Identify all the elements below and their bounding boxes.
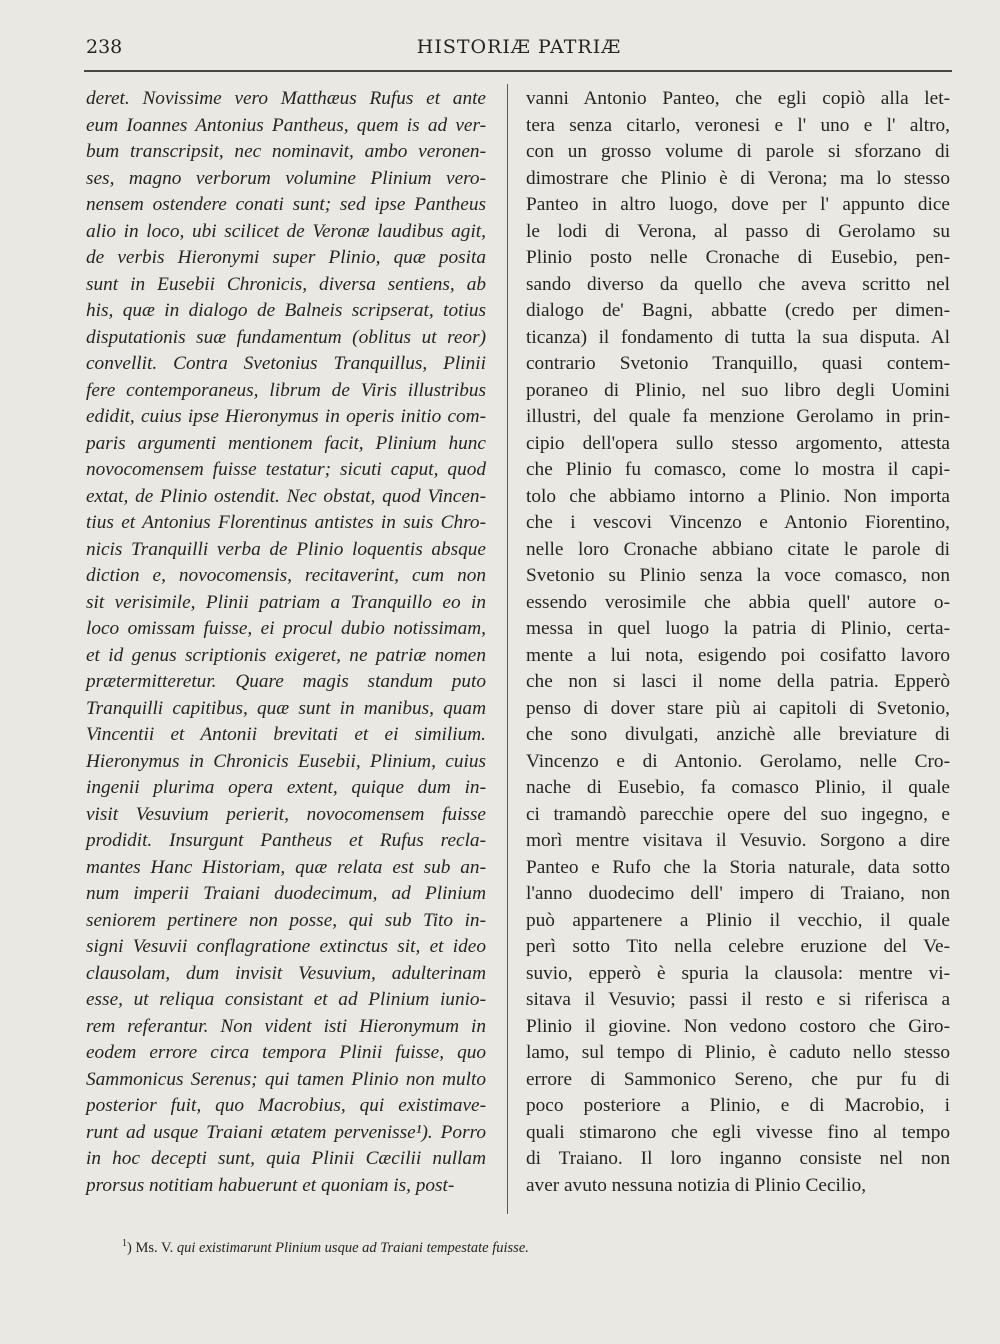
latin-text-line: eum Ioannes Antonius Pantheus, quem is ad ver- bbox=[86, 114, 486, 136]
italian-text-line: suvio, epperò è spuria la clausola: mentre vi- bbox=[526, 962, 950, 984]
italian-text-line: contrario Svetonio Tranquillo, quasi contem- bbox=[526, 353, 950, 374]
italian-text-line: con un grosso volume di parole si sforzano di bbox=[526, 141, 950, 162]
latin-text-line: deret. Novissime vero Matthæus Rufus et ante bbox=[86, 88, 486, 109]
page-header bbox=[86, 36, 952, 64]
latin-text-line: signi Vesuvii conflagratione extinctus sit, et ideo bbox=[86, 936, 486, 957]
italian-text-line: può appartenere a Plinio il vecchio, il quale bbox=[526, 909, 950, 931]
latin-text-line: disputationis suæ fundamentum (oblitus ut reor) bbox=[86, 326, 486, 348]
latin-text-line: eodem errore circa tempora Plinii fuisse, quo bbox=[86, 1042, 486, 1063]
italian-text-line: lamo, sul tempo di Plinio, è caduto nello stesso bbox=[526, 1042, 950, 1063]
footnote-marker: 1 bbox=[122, 1238, 127, 1249]
italian-text-line: che sono divulgati, anzichè alle breviature di bbox=[526, 724, 950, 745]
italian-text-line: mente a lui nota, esigendo poi cosifatto lavoro bbox=[526, 644, 950, 666]
column-divider bbox=[507, 84, 508, 1214]
latin-text-line: seniorem pertinere non posse, qui sub Tito in- bbox=[86, 909, 486, 931]
italian-text-line: aver avuto nessuna notizia di Plinio Cecilio, bbox=[526, 1174, 867, 1196]
latin-text-line: in hoc decepti sunt, quia Plinii Cæcilii nullam bbox=[86, 1148, 486, 1169]
italian-text-line: Panteo in altro luogo, dove per l' appunto dice bbox=[526, 194, 950, 215]
footnote: $^1$) Ms. V. qui existimarunt Plinium usque ad Traiani tempestate fuisse. bbox=[122, 1238, 529, 1256]
latin-text-line: paris argumenti mentionem facit, Plinium hunc bbox=[86, 432, 486, 454]
italian-text-line: errore di Sammonico Sereno, che pur fu di bbox=[526, 1068, 950, 1090]
latin-text-line: prodidit. Insurgunt Pantheus et Rufus recla- bbox=[86, 830, 486, 851]
latin-text-line: loco omissam fuisse, ei procul dubio notissimam, bbox=[86, 618, 486, 639]
header-rule bbox=[84, 70, 952, 72]
italian-text-line: tolo che abbiamo intorno a Plinio. Non importa bbox=[526, 485, 950, 507]
latin-text-line: posterior fuit, quo Macrobius, qui existimave- bbox=[86, 1095, 486, 1116]
latin-text-line: novocomensem fuisse testatur; sicuti caput, quod bbox=[86, 459, 486, 480]
latin-text-line: fere contemporaneus, librum de Viris illustribus bbox=[86, 379, 486, 401]
latin-text-line: Hieronymus in Chronicis Eusebii, Plinium, cuius bbox=[86, 750, 486, 772]
italian-text-line: morì mentre visitava il Vesuvio. Sorgono a dire bbox=[526, 830, 950, 851]
latin-text-line: rem referantur. Non vident isti Hieronymum in bbox=[86, 1015, 486, 1037]
latin-text-line: visit Vesuvium perierit, novocomensem fuisse bbox=[86, 803, 486, 825]
latin-text-line: nensem ostendere conati sunt; sed ipse Pantheus bbox=[86, 194, 486, 215]
footnote-text: qui existimarunt Plinium usque ad Traiani tempestate fuisse. bbox=[176, 1239, 529, 1256]
latin-text-line: mantes Hanc Historiam, quæ relata est sub an- bbox=[86, 856, 486, 878]
italian-text-line: nelle loro Cronache abbiano citate le parole di bbox=[526, 538, 950, 560]
italian-text-line: tera senza citarlo, veronesi e l' uno e l' altro, bbox=[526, 114, 950, 136]
italian-text-line: penso di dover stare più ai capitoli di Svetonio, bbox=[526, 697, 950, 719]
latin-text-line: esse, ut reliqua consistant et ad Plinium iunio- bbox=[86, 989, 486, 1010]
italian-text-line: dimostrare che Plinio è di Verona; ma lo stesso bbox=[526, 167, 950, 189]
latin-text-line: clausolam, dum invisit Vesuvium, adulterinam bbox=[86, 962, 486, 984]
latin-text-column bbox=[86, 86, 486, 1199]
latin-text-line: Vincentii et Antonii brevitati et ei similium. bbox=[86, 724, 486, 745]
latin-text-line: tius et Antonius Florentinus antistes in suis Chro- bbox=[86, 512, 486, 533]
latin-text-line: nicis Tranquilli verba de Plinio loquentis absque bbox=[86, 538, 486, 560]
latin-text-line: sunt in Eusebii Chronicis, diversa sentiens, ab bbox=[86, 273, 486, 295]
italian-text-line: Plinio posto nelle Cronache di Eusebio, pen- bbox=[526, 247, 950, 268]
italian-text-column bbox=[526, 86, 950, 1199]
italian-text-line: poco posteriore a Plinio, e di Macrobio, i bbox=[526, 1095, 950, 1116]
italian-text-line: sitava il Vesuvio; passi il resto e si riferisca a bbox=[526, 989, 950, 1010]
latin-text-line: runt ad usque Traiani ætatem pervenisse¹). Porro bbox=[86, 1121, 486, 1143]
latin-text-line: bum transcripsit, nec nominavit, ambo veronen- bbox=[86, 141, 486, 162]
italian-text-line: nache di Eusebio, fa comasco Plinio, il quale bbox=[526, 777, 950, 798]
latin-text-line: prætermitteretur. Quare magis standum puto bbox=[86, 671, 486, 692]
italian-text-line: le lodi di Verona, al passo di Gerolamo su bbox=[526, 220, 950, 242]
italian-text-line: quali stimarono che egli vivesse fino al tempo bbox=[526, 1121, 950, 1143]
italian-text-line: cipio dell'opera sullo stesso argomento, attesta bbox=[526, 432, 950, 454]
italian-text-line: illustri, del quale fa menzione Gerolamo in prin- bbox=[526, 406, 950, 427]
italian-text-line: Svetonio su Plinio senza la voce comasco, non bbox=[526, 565, 950, 586]
italian-text-line: l'anno duodecimo dell' impero di Traiano, non bbox=[526, 883, 950, 904]
italian-text-line: Plinio il giovine. Non vedono costoro che Giro- bbox=[526, 1015, 950, 1037]
latin-text-line: edidit, cuius ipse Hieronymus in operis initio com- bbox=[86, 406, 486, 427]
italian-text-line: perì sotto Tito nella celebre eruzione del Ve- bbox=[526, 936, 950, 957]
italian-text-line: essendo verosimile che abbia quell' autore o- bbox=[526, 591, 950, 613]
latin-text-line: diction e, novocomensis, recitaverint, cum non bbox=[86, 565, 486, 586]
italian-text-line: di Traiano. Il loro inganno consiste nel non bbox=[526, 1148, 950, 1169]
latin-text-line: his, quæ in dialogo de Balneis scripserat, totius bbox=[86, 300, 486, 321]
latin-text-line: prorsus notitiam habuerunt et quoniam is, post- bbox=[86, 1174, 455, 1196]
latin-text-line: sit verisimile, Plinii patriam a Tranquillo eo in bbox=[86, 591, 486, 613]
footnote-source: Ms. V. bbox=[135, 1239, 174, 1256]
latin-text-line: num imperii Traiani duodecimum, ad Plinium bbox=[86, 883, 486, 904]
italian-text-line: sando diverso da quello che aveva scritto nel bbox=[526, 273, 950, 295]
latin-text-line: convellit. Contra Svetonius Tranquillus, Plinii bbox=[86, 353, 486, 374]
italian-text-line: vanni Antonio Panteo, che egli copiò alla let- bbox=[526, 88, 950, 109]
latin-text-line: Sammonicus Serenus; qui tamen Plinio non multo bbox=[86, 1068, 486, 1090]
latin-text-line: ses, magno verborum volumine Plinium vero- bbox=[86, 167, 486, 189]
italian-text-line: messa in quel luogo la patria di Plinio, certa- bbox=[526, 618, 950, 639]
latin-text-line: de verbis Hieronymi super Plinio, quæ posita bbox=[86, 247, 486, 268]
italian-text-line: ci tramandò parecchie opere del suo ingegno, e bbox=[526, 803, 950, 825]
italian-text-line: Panteo e Rufo che la Storia naturale, data sotto bbox=[526, 856, 950, 878]
italian-text-line: dialogo de' Bagni, abbatte (credo per dimen- bbox=[526, 300, 950, 321]
italian-text-line: che i vescovi Vincenzo e Antonio Fiorentino, bbox=[526, 512, 950, 533]
latin-text-line: alio in loco, ubi scilicet de Veronæ laudibus agit, bbox=[86, 220, 486, 242]
latin-text-line: ingenii plurima opera extent, quique dum in- bbox=[86, 777, 486, 798]
latin-text-line: Tranquilli capitibus, quæ sunt in manibus, quam bbox=[86, 697, 486, 719]
running-title: HISTORIÆ PATRIÆ bbox=[416, 36, 622, 58]
italian-text-line: ticanza) il fondamento di tutta la sua disputa. Al bbox=[526, 326, 950, 348]
latin-text-line: extat, de Plinio ostendit. Nec obstat, quod Vincen- bbox=[86, 485, 486, 507]
italian-text-line: Vincenzo e di Antonio. Gerolamo, nelle Cro- bbox=[526, 750, 950, 772]
italian-text-line: che Plinio fu comasco, come lo mostra il capi- bbox=[526, 459, 950, 480]
page-number: 238 bbox=[86, 36, 123, 58]
latin-text-line: et id genus scriptionis exigeret, ne patriæ nomen bbox=[86, 644, 486, 666]
italian-text-line: poraneo di Plinio, nel suo libro degli Uomini bbox=[526, 379, 950, 401]
italian-text-line: che non si lasci il nome della patria. Epperò bbox=[526, 671, 950, 692]
